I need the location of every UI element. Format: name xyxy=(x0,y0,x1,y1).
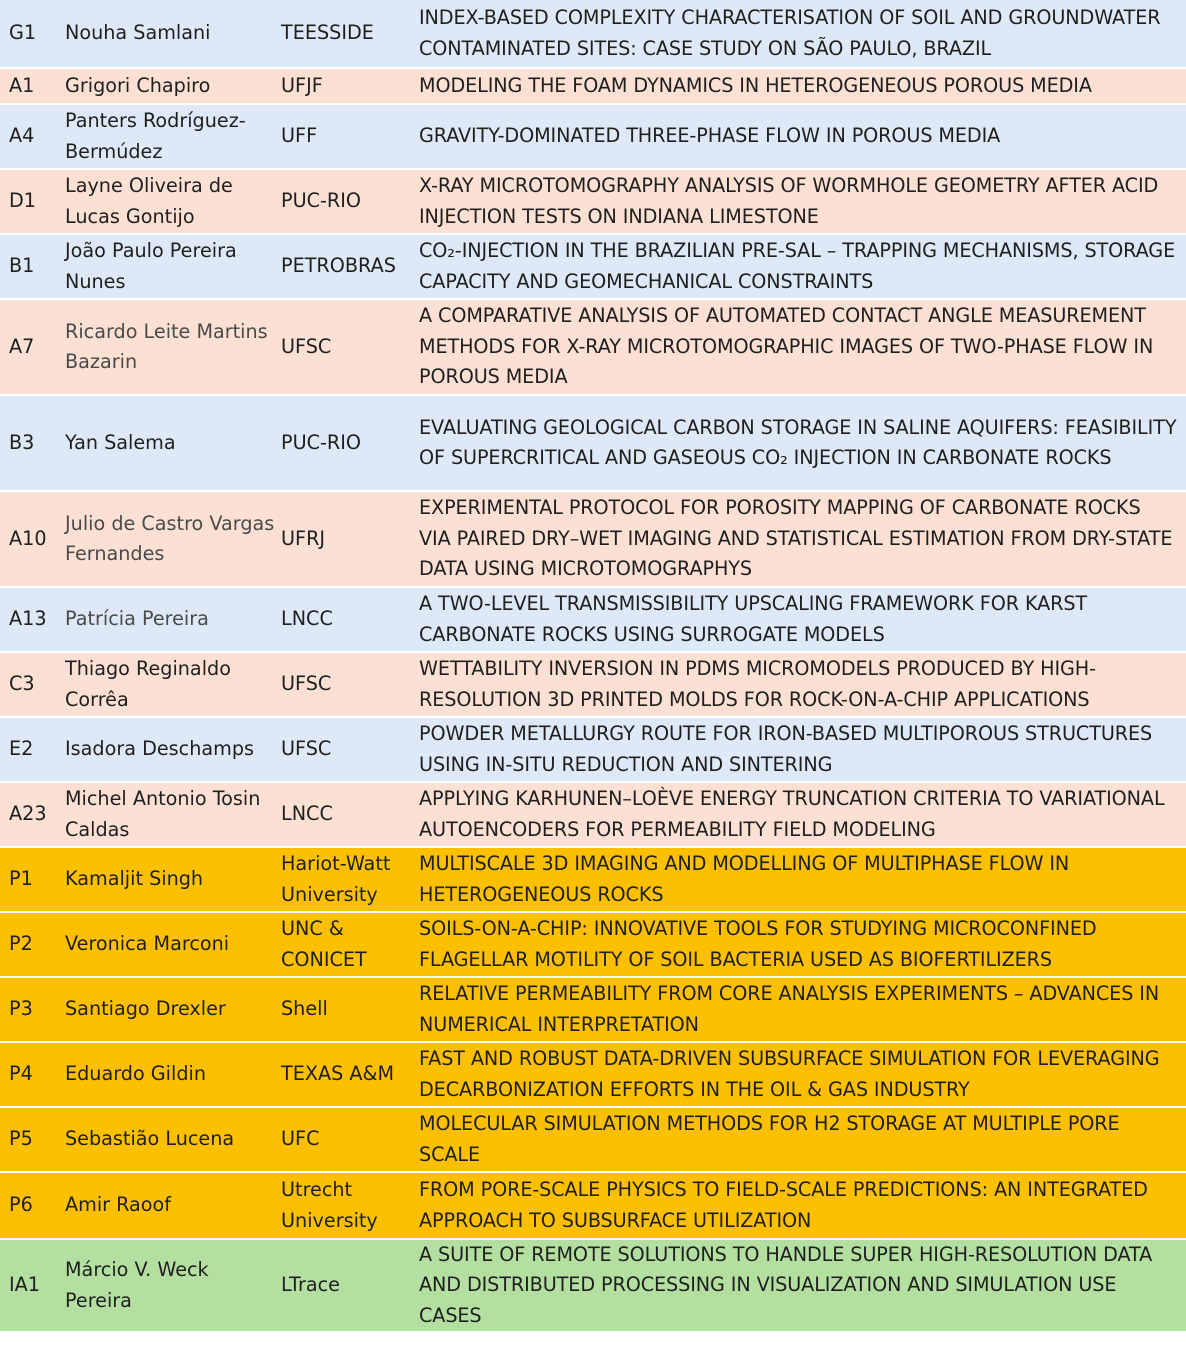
session-code: P1 xyxy=(0,847,56,912)
institution: LTrace xyxy=(276,1239,414,1332)
institution: UFF xyxy=(276,104,414,169)
institution: PETROBRAS xyxy=(276,234,414,299)
table-row xyxy=(0,299,1186,395)
session-code: P3 xyxy=(0,977,56,1042)
table-row xyxy=(0,782,1186,847)
table-row xyxy=(0,717,1186,782)
session-code: G1 xyxy=(0,0,56,68)
talk-title: MULTISCALE 3D IMAGING AND MODELLING OF MULTIPHASE FLOW IN HETEROGENEOUS ROCKS xyxy=(414,847,1186,912)
talk-title: MODELING THE FOAM DYNAMICS IN HETEROGENEOUS POROUS MEDIA xyxy=(414,68,1186,104)
speaker-name: Panters Rodríguez-Bermúdez xyxy=(56,104,276,169)
table-row xyxy=(0,912,1186,977)
session-code: IA1 xyxy=(0,1239,56,1332)
institution: UNC & CONICET xyxy=(276,912,414,977)
session-code: A7 xyxy=(0,299,56,395)
institution: UFSC xyxy=(276,652,414,717)
institution: LNCC xyxy=(276,587,414,652)
institution: UFSC xyxy=(276,299,414,395)
table-row xyxy=(0,234,1186,299)
talk-title: SOILS-ON-A-CHIP: INNOVATIVE TOOLS FOR STUDYING MICROCONFINED FLAGELLAR MOTILITY OF SOIL BACTERIA USED AS BIOFERTILIZERS xyxy=(414,912,1186,977)
speaker-name: Michel Antonio Tosin Caldas xyxy=(56,782,276,847)
table-row xyxy=(0,68,1186,104)
table-row xyxy=(0,395,1186,491)
session-code: D1 xyxy=(0,169,56,234)
speaker-name: Amir Raoof xyxy=(56,1172,276,1239)
talk-title: POWDER METALLURGY ROUTE FOR IRON-BASED MULTIPOROUS STRUCTURES USING IN-SITU REDUCTION AND SINTERING xyxy=(414,717,1186,782)
session-code: A10 xyxy=(0,491,56,587)
session-code: C3 xyxy=(0,652,56,717)
institution: TEXAS A&M xyxy=(276,1042,414,1107)
institution: UFJF xyxy=(276,68,414,104)
talk-title: EVALUATING GEOLOGICAL CARBON STORAGE IN SALINE AQUIFERS: FEASIBILITY OF SUPERCRITICAL AND GASEOUS CO₂ INJECTION IN CARBONATE ROCKS xyxy=(414,395,1186,491)
speaker-name: Ricardo Leite Martins Bazarin xyxy=(56,299,276,395)
session-code: A13 xyxy=(0,587,56,652)
speaker-name: Veronica Marconi xyxy=(56,912,276,977)
table-row xyxy=(0,587,1186,652)
speaker-name: Layne Oliveira de Lucas Gontijo xyxy=(56,169,276,234)
speaker-name: Julio de Castro Vargas Fernandes xyxy=(56,491,276,587)
session-code: P6 xyxy=(0,1172,56,1239)
speaker-name: Kamaljit Singh xyxy=(56,847,276,912)
session-code: A4 xyxy=(0,104,56,169)
session-code: A1 xyxy=(0,68,56,104)
table-row xyxy=(0,652,1186,717)
institution: Utrecht University xyxy=(276,1172,414,1239)
talk-title: INDEX-BASED COMPLEXITY CHARACTERISATION OF SOIL AND GROUNDWATER CONTAMINATED SITES: CASE STUDY ON SÃO PAULO, BRAZIL xyxy=(414,0,1186,68)
talk-title: FROM PORE-SCALE PHYSICS TO FIELD-SCALE PREDICTIONS: AN INTEGRATED APPROACH TO SUBSURFACE UTILIZATION xyxy=(414,1172,1186,1239)
speaker-name: Patrícia Pereira xyxy=(56,587,276,652)
talk-title: APPLYING KARHUNEN–LOÈVE ENERGY TRUNCATION CRITERIA TO VARIATIONAL AUTOENCODERS FOR PERMEABILITY FIELD MODELING xyxy=(414,782,1186,847)
table-row xyxy=(0,1172,1186,1239)
talk-title: WETTABILITY INVERSION IN PDMS MICROMODELS PRODUCED BY HIGH-RESOLUTION 3D PRINTED MOLDS FOR ROCK-ON-A-CHIP APPLICATIONS xyxy=(414,652,1186,717)
speaker-name: Nouha Samlani xyxy=(56,0,276,68)
speaker-name: Sebastião Lucena xyxy=(56,1107,276,1172)
talk-title: A COMPARATIVE ANALYSIS OF AUTOMATED CONTACT ANGLE MEASUREMENT METHODS FOR X-RAY MICROTOMOGRAPHIC IMAGES OF TWO-PHASE FLOW IN POROUS MEDIA xyxy=(414,299,1186,395)
session-code: A23 xyxy=(0,782,56,847)
talk-title: A TWO-LEVEL TRANSMISSIBILITY UPSCALING FRAMEWORK FOR KARST CARBONATE ROCKS USING SURROGATE MODELS xyxy=(414,587,1186,652)
institution: UFSC xyxy=(276,717,414,782)
institution: Hariot-Watt University xyxy=(276,847,414,912)
talk-title: MOLECULAR SIMULATION METHODS FOR H2 STORAGE AT MULTIPLE PORE SCALE xyxy=(414,1107,1186,1172)
table-row xyxy=(0,1042,1186,1107)
talk-title: A SUITE OF REMOTE SOLUTIONS TO HANDLE SUPER HIGH-RESOLUTION DATA AND DISTRIBUTED PROCESSING IN VISUALIZATION AND SIMULATION USE CASES xyxy=(414,1239,1186,1332)
speaker-name: Santiago Drexler xyxy=(56,977,276,1042)
table-row xyxy=(0,169,1186,234)
talk-title: GRAVITY-DOMINATED THREE-PHASE FLOW IN POROUS MEDIA xyxy=(414,104,1186,169)
speaker-name: Thiago Reginaldo Corrêa xyxy=(56,652,276,717)
talk-title: CO₂-INJECTION IN THE BRAZILIAN PRE-SAL – TRAPPING MECHANISMS, STORAGE CAPACITY AND GEOMECHANICAL CONSTRAINTS xyxy=(414,234,1186,299)
table-row xyxy=(0,977,1186,1042)
talk-title: EXPERIMENTAL PROTOCOL FOR POROSITY MAPPING OF CARBONATE ROCKS VIA PAIRED DRY–WET IMAGING AND STATISTICAL ESTIMATION FROM DRY-STATE DATA USING MICROTOMOGRAPHYS xyxy=(414,491,1186,587)
institution: UFC xyxy=(276,1107,414,1172)
speaker-name: Eduardo Gildin xyxy=(56,1042,276,1107)
session-code: P4 xyxy=(0,1042,56,1107)
session-code: P2 xyxy=(0,912,56,977)
table-row xyxy=(0,847,1186,912)
speaker-name: Isadora Deschamps xyxy=(56,717,276,782)
talk-title: RELATIVE PERMEABILITY FROM CORE ANALYSIS EXPERIMENTS – ADVANCES IN NUMERICAL INTERPRETATION xyxy=(414,977,1186,1042)
institution: PUC-RIO xyxy=(276,169,414,234)
session-code: B1 xyxy=(0,234,56,299)
institution: LNCC xyxy=(276,782,414,847)
table-row xyxy=(0,104,1186,169)
table-row xyxy=(0,1239,1186,1332)
table-row xyxy=(0,491,1186,587)
table-row xyxy=(0,0,1186,68)
institution: Shell xyxy=(276,977,414,1042)
speaker-name: Márcio V. Weck Pereira xyxy=(56,1239,276,1332)
session-code: E2 xyxy=(0,717,56,782)
session-code: B3 xyxy=(0,395,56,491)
table-row xyxy=(0,1107,1186,1172)
speaker-name: Grigori Chapiro xyxy=(56,68,276,104)
speaker-name: João Paulo Pereira Nunes xyxy=(56,234,276,299)
session-code: P5 xyxy=(0,1107,56,1172)
talk-title: X-RAY MICROTOMOGRAPHY ANALYSIS OF WORMHOLE GEOMETRY AFTER ACID INJECTION TESTS ON INDIANA LIMESTONE xyxy=(414,169,1186,234)
speaker-name: Yan Salema xyxy=(56,395,276,491)
institution: TEESSIDE xyxy=(276,0,414,68)
institution: PUC-RIO xyxy=(276,395,414,491)
institution: UFRJ xyxy=(276,491,414,587)
talk-title: FAST AND ROBUST DATA-DRIVEN SUBSURFACE SIMULATION FOR LEVERAGING DECARBONIZATION EFFORTS IN THE OIL & GAS INDUSTRY xyxy=(414,1042,1186,1107)
